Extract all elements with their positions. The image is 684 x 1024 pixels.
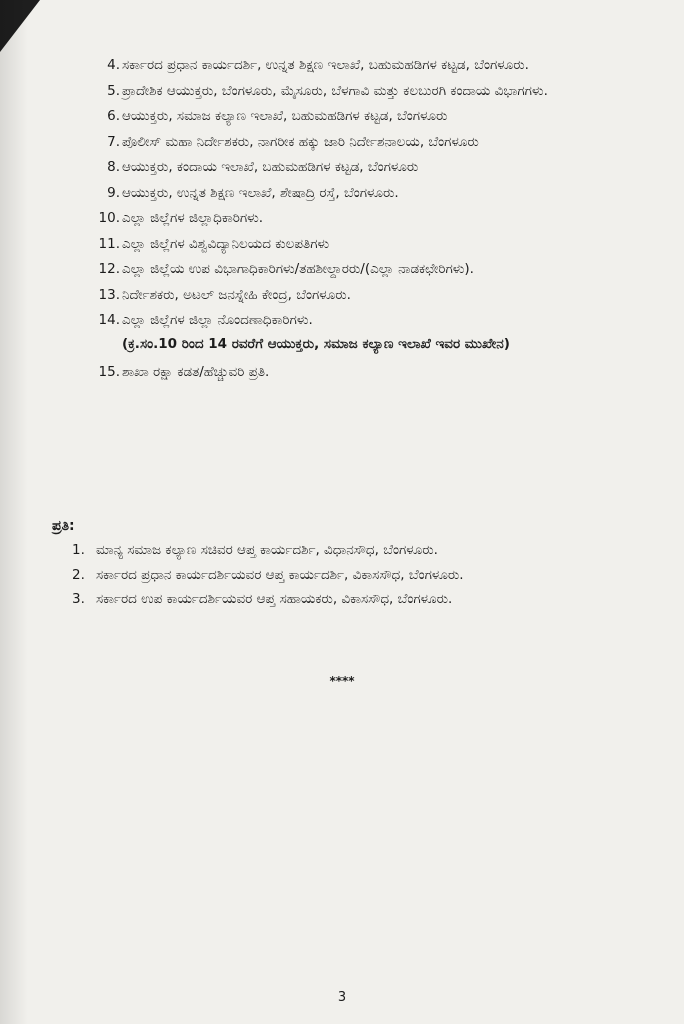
list-item (90, 258, 616, 280)
item-number: 10. (98, 210, 120, 226)
item-text: ಶಾಖಾ ರಕ್ಷಾ ಕಡತ/ಹೆಚ್ಚುವರಿ ಪ್ರತಿ. (122, 363, 270, 380)
item-number: 8. (107, 159, 120, 175)
routing-note: (ಕ್ರ.ಸಂ.10 ರಿಂದ 14 ರವರೆಗೆ ಆಯುಕ್ತರು, ಸಮಾಜ ಕಲ್ಯಾಣ ಇಲಾಖೆ ಇವರ ಮುಖೇನ) (122, 335, 510, 352)
copy-number: 2. (72, 566, 85, 583)
recipient-list (90, 54, 616, 386)
item-number: 13. (98, 286, 120, 303)
item-text: ಎಲ್ಲಾ ಜಿಲ್ಲೆಯ ಉಪ ವಿಭಾಗಾಧಿಕಾರಿಗಳು/ತಹಶೀಲ್ದಾರರು/(ಎಲ್ಲಾ ನಾಡಕಛೇರಿಗಳು). (122, 261, 474, 277)
item-text: ನಿರ್ದೇಶಕರು, ಅಟಲ್ ಜನಸ್ನೇಹಿ ಕೇಂದ್ರ, ಬೆಂಗಳೂರು. (122, 286, 351, 303)
item-number: 5. (107, 82, 120, 99)
list-item (90, 54, 616, 76)
copy-item (72, 589, 617, 610)
copy-number: 1. (72, 542, 85, 558)
copy-heading: ಪ್ರತಿ: (52, 518, 75, 534)
list-item (90, 284, 616, 306)
item-number: 15. (98, 363, 120, 380)
item-number: 11. (98, 235, 120, 252)
item-text: ಆಯುಕ್ತರು, ಸಮಾಜ ಕಲ್ಯಾಣ ಇಲಾಖೆ, ಬಹುಮಹಡಿಗಳ ಕಟ್ಟಡ, ಬೆಂಗಳೂರು (122, 108, 448, 124)
copy-item (72, 540, 617, 561)
item-text: ಪ್ರಾದೇಶಿಕ ಆಯುಕ್ತರು, ಬೆಂಗಳೂರು, ಮೈಸೂರು, ಬೆಳಗಾವಿ ಮತ್ತು ಕಲಬುರಗಿ ಕಂದಾಯ ವಿಭಾಗಗಳು. (122, 82, 548, 99)
item-text: ಎಲ್ಲಾ ಜಿಲ್ಲೆಗಳ ವಿಶ್ವವಿದ್ಯಾನಿಲಯದ ಕುಲಪತಿಗಳು (122, 235, 330, 252)
item-text: ಎಲ್ಲಾ ಜಿಲ್ಲೆಗಳ ಜಿಲ್ಲಾ ನೊಂದಣಾಧಿಕಾರಿಗಳು. (122, 312, 313, 328)
page-number: 3 (337, 990, 347, 1005)
copy-text: ಸರ್ಕಾರದ ಉಪ ಕಾರ್ಯದರ್ಶಿಯವರ ಆಪ್ತ ಸಹಾಯಕರು, ವಿಕಾಸಸೌಧ, ಬೆಂಗಳೂರು. (96, 591, 453, 607)
item-number: 14. (98, 312, 120, 328)
list-item (90, 80, 616, 102)
item-text: ಆಯುಕ್ತರು, ಕಂದಾಯ ಇಲಾಖೆ, ಬಹುಮಹಡಿಗಳ ಕಟ್ಟಡ, ಬೆಂಗಳೂರು (122, 159, 419, 175)
item-text: ಎಲ್ಲಾ ಜಿಲ್ಲೆಗಳ ಜಿಲ್ಲಾಧಿಕಾರಿಗಳು. (122, 210, 264, 226)
item-text: ಸರ್ಕಾರದ ಪ್ರಧಾನ ಕಾರ್ಯದರ್ಶಿ, ಉನ್ನತ ಶಿಕ್ಷಣ ಇಲಾಖೆ, ಬಹುಮಹಡಿಗಳ ಕಟ್ಟಡ, ಬೆಂಗಳೂರು. (122, 57, 529, 73)
list-item (90, 105, 616, 127)
item-number: 12. (98, 261, 120, 277)
item-number: 4. (107, 57, 120, 73)
end-marker: **** (329, 674, 355, 688)
list-item (90, 361, 616, 383)
list-item (90, 131, 616, 153)
item-number: 6. (107, 108, 120, 124)
copy-text: ಸರ್ಕಾರದ ಪ್ರಧಾನ ಕಾರ್ಯದರ್ಶಿಯವರ ಆಪ್ತ ಕಾರ್ಯದರ್ಶಿ, ವಿಕಾಸಸೌಧ, ಬೆಂಗಳೂರು. (96, 566, 464, 583)
copy-text: ಮಾನ್ಯ ಸಮಾಜ ಕಲ್ಯಾಣ ಸಚಿವರ ಆಪ್ತ ಕಾರ್ಯದರ್ಶಿ, ವಿಧಾನಸೌಧ, ಬೆಂಗಳೂರು. (96, 542, 438, 558)
list-item (90, 182, 616, 204)
item-number: 9. (107, 184, 120, 201)
item-number: 7. (107, 133, 120, 150)
item-text: ಪೊಲೀಸ್ ಮಹಾ ನಿರ್ದೇಶಕರು, ನಾಗರೀಕ ಹಕ್ಕು ಜಾರಿ ನಿರ್ದೇಶನಾಲಯ, ಬೆಂಗಳೂರು (122, 133, 479, 150)
list-item (90, 207, 616, 229)
copy-item (72, 565, 617, 586)
item-text: ಆಯುಕ್ತರು, ಉನ್ನತ ಶಿಕ್ಷಣ ಇಲಾಖೆ, ಶೇಷಾದ್ರಿ ರಸ್ತೆ, ಬೆಂಗಳೂರು. (122, 184, 399, 201)
copy-number: 3. (72, 591, 85, 607)
list-item (90, 233, 616, 255)
list-item (90, 156, 616, 178)
scan-edge-shadow (0, 0, 28, 1024)
list-item (90, 309, 616, 331)
copy-list (72, 540, 617, 614)
